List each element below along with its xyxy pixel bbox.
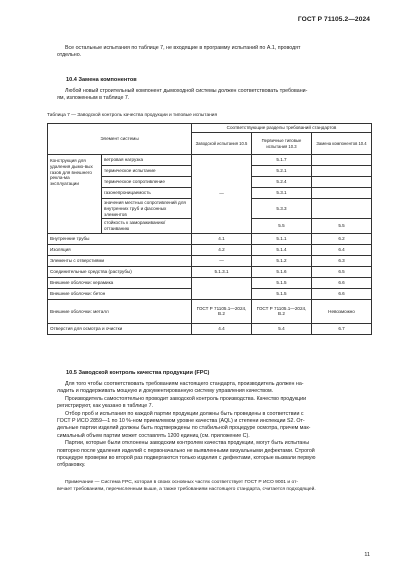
table-row-label: Элементы с отверстиями <box>48 255 192 266</box>
table-row-label: Изоляция <box>48 244 192 255</box>
section-10-5-title: 10.5 Заводской контроль качества продукции (FPC) <box>66 370 210 376</box>
sub-row-label: ветровая нагрузка <box>102 155 192 166</box>
s105-line: процедуре проверки во второй раз подвергаются только изделия с дефектами, которые вызвали первую <box>57 455 316 462</box>
table-row-c2: ГОСТ Р 71105.1—2024, В.2 <box>252 299 312 323</box>
sub-row-label: значения местных сопротивлений для внутренних труб и фасонных элементов <box>102 199 192 219</box>
sub-row-label: термическое сопротивление <box>102 177 192 188</box>
note-line-1: Примечание — Система FPC, которая в своих основных частях соответствует ГОСТ Р ИСО 9001 и от- <box>65 480 298 485</box>
table-row-c2: 5.4 <box>252 323 312 334</box>
group-label: Конструкция для удаления дымо-вых газов для внешнего рекла-ма эксплуатации <box>48 155 102 234</box>
sub-row-c3 <box>312 199 372 219</box>
table-row-c3: 6.6 <box>312 288 372 299</box>
table-row-label: Соединительные средства (раструбы) <box>48 266 192 277</box>
s105-line: ГОСТ Р ИСО 2859—1 по 10 %-ном приемлемом уровне качества (AQL) и степени инспекции S2. От- <box>57 418 305 425</box>
header-element: Элемент системы <box>48 124 192 155</box>
s105-line: отбраковку. <box>57 462 86 469</box>
table-row-c3: 6.7 <box>312 323 372 334</box>
section-10-4-paragraph <box>57 88 370 103</box>
s105-line: регистрируют, как указано в таблице 7. <box>57 403 154 410</box>
intro-line-1: Все остальные испытания по таблице 7, не входящие в программу испытаний по А.1, проводят <box>65 45 301 51</box>
document-code-header: ГОСТ Р 71105.2—2024 <box>297 16 370 23</box>
s105-line: дельные партии изделий должны быть подтверждены по стабильной процедуре осмотра, причем мак- <box>57 425 311 432</box>
s105-line: симальный объем партии может составлять 1200 единиц (см. приложение C). <box>57 432 250 439</box>
table-row-c2: 5.1.5 <box>252 288 312 299</box>
table-caption: Таблица 7 — Заводской контроль качества продукции и типовые испытания <box>47 113 218 118</box>
section-10-4-line-1: Любой новый строительный компонент дымоходной системы должен соответствовать требовани- <box>65 88 308 94</box>
table-row-c2: 5.1.6 <box>252 266 312 277</box>
sub-row-c3: 5.5 <box>312 219 372 234</box>
table-row-c2: 5.1.5 <box>252 277 312 288</box>
header-col-2: Первичные типовые испытания 10.3 <box>252 133 312 155</box>
section-10-4-line-2: ям, изложенным в таблице 7. <box>57 95 130 102</box>
intro-paragraph <box>57 45 370 60</box>
table-row-c2: 5.1.1 <box>252 233 312 244</box>
sub-row-label: стойкость к замораживанию/оттаиванию <box>102 219 192 234</box>
note-paragraph <box>57 479 370 494</box>
sub-row-c3 <box>312 188 372 199</box>
table-row-c3: 6.6 <box>312 277 372 288</box>
sub-row-c3 <box>312 166 372 177</box>
table-row-label: Внешние оболочки: бетон <box>48 288 192 299</box>
table-row-c3: 6.4 <box>312 244 372 255</box>
table-row-label: Внешние оболочки: металл <box>48 299 192 323</box>
sub-row-label: термическое испытание <box>102 166 192 177</box>
table-row-c1: ГОСТ Р 71105.1—2024, В.2 <box>192 299 252 323</box>
section-10-5-body <box>57 381 370 470</box>
table-row-c3: Невозможно <box>312 299 372 323</box>
group-col-1: — <box>192 155 252 234</box>
header-col-1: Заводской испытания 10.5 <box>192 133 252 155</box>
header-group: Соответствующие разделы требований стандартов <box>192 124 372 133</box>
table-row-c2: 5.1.2 <box>252 255 312 266</box>
sub-row-label: газонепроницаемость <box>102 188 192 199</box>
table-row-c1: — <box>192 255 252 266</box>
intro-line-2: отдельно. <box>57 52 82 59</box>
table-row-c1: 4.2 <box>192 244 252 255</box>
header-col-3: Замена компонентов 10.4 <box>312 133 372 155</box>
sub-row-c2: 5.2.1 <box>252 166 312 177</box>
table-row-label: Внешние оболочки: керамика <box>48 277 192 288</box>
table-row-c1: 5.1.3.1 <box>192 266 252 277</box>
s105-line: Партии, которые были отклонены заводским контролем качества продукции, могут быть испытаны <box>65 440 310 447</box>
s105-line: Отбор проб и испытания по каждой партии продукции должны быть проведены в соответствии с <box>65 410 304 417</box>
table-row-c1: 4.1 <box>192 233 252 244</box>
quality-control-table <box>47 123 372 335</box>
sub-row-c2: 5.1.7 <box>252 155 312 166</box>
s105-line: ладить и поддерживать мощную и документированную систему управления качеством. <box>57 388 274 395</box>
page-number: 11 <box>364 552 370 558</box>
sub-row-c2: 5.5 <box>252 219 312 234</box>
sub-row-c2: 5.2.4 <box>252 177 312 188</box>
table-row-c3: 6.2 <box>312 233 372 244</box>
s105-line: Для того чтобы соответствовать требованиям настоящего стандарта, производитель должен на- <box>65 381 304 387</box>
table-row-label: Внутренние трубы <box>48 233 192 244</box>
table-row-c3: 6.3 <box>312 255 372 266</box>
sub-row-c3 <box>312 177 372 188</box>
sub-row-c2: 5.3.3 <box>252 199 312 219</box>
table-row-c3: 6.5 <box>312 266 372 277</box>
section-10-4-title: 10.4 Замена компонентов <box>66 77 137 83</box>
note-line-2: вечает требованиям, перечисленным выше, а также требованиям настоящего стандарта, считается подходящей. <box>57 487 316 493</box>
s105-line: повторно после удаления изделий с первоначально не выявленными визуальными дефектами. Строгой <box>57 447 315 454</box>
table-row-c2: 5.1.4 <box>252 244 312 255</box>
table-row-c1 <box>192 277 252 299</box>
s105-line: Производитель самостоятельно проводит заводской контроль производства. Качество продукции <box>65 395 307 402</box>
sub-row-c2: 5.3.1 <box>252 188 312 199</box>
sub-row-c3 <box>312 155 372 166</box>
table-row-c1: 4.4 <box>192 323 252 334</box>
table-row-label: Отверстия для осмотра и очистки <box>48 323 192 334</box>
